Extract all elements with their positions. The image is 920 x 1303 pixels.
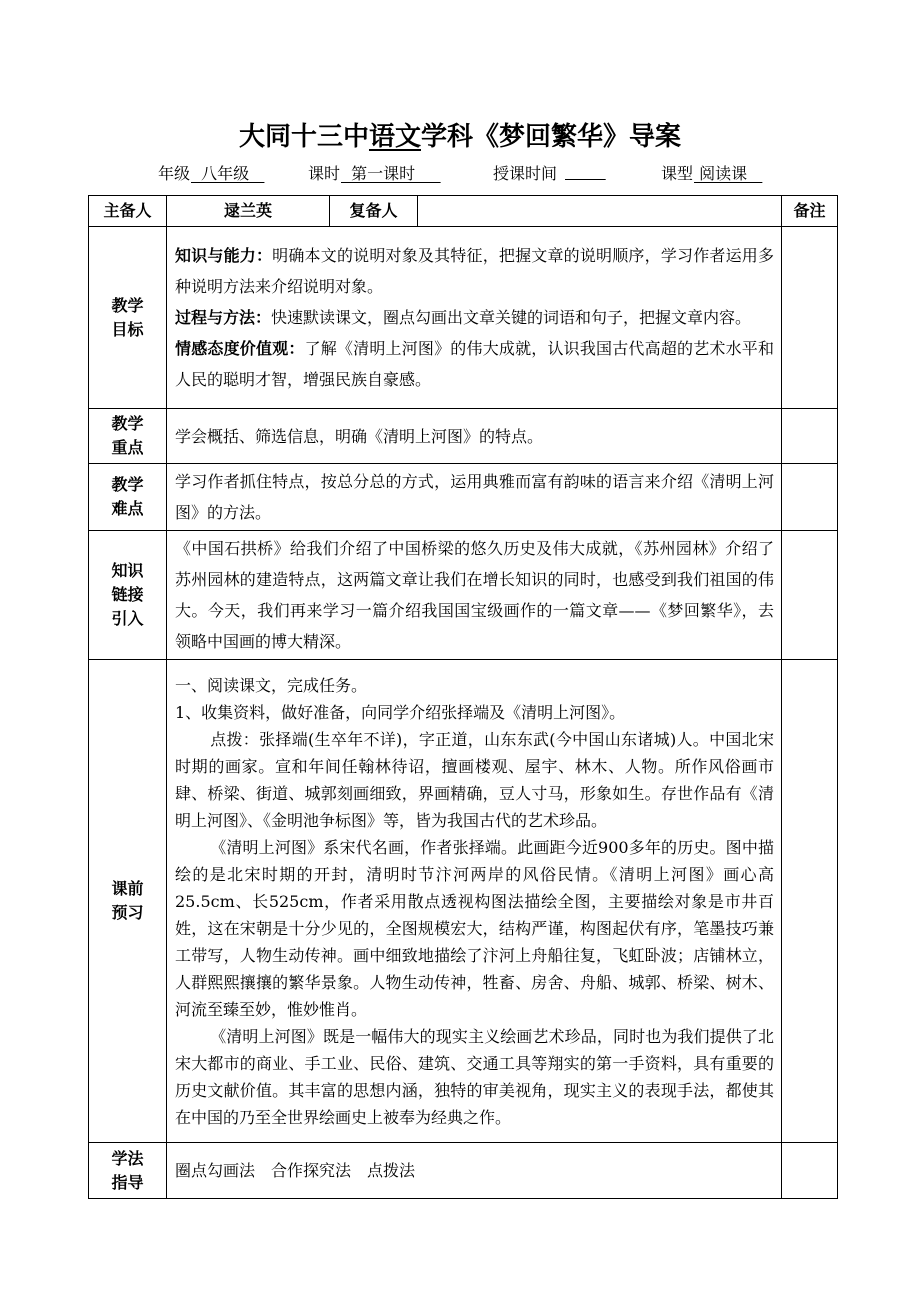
key-notes bbox=[782, 409, 838, 464]
header-row bbox=[89, 196, 838, 227]
period-label: 课时 bbox=[308, 164, 341, 183]
row-knowledge-intro bbox=[89, 531, 838, 660]
row-teaching-goals bbox=[89, 227, 838, 409]
methods-notes bbox=[782, 1143, 838, 1199]
lead-preparer-name: 逯兰英 bbox=[167, 196, 330, 227]
title-prefix: 大同十三中 bbox=[238, 122, 369, 152]
row-teaching-key bbox=[89, 409, 838, 464]
goal-emotion: 情感态度价值观：了解《清明上河图》的伟大成就，认识我国古代高超的艺术水平和人民的聪明才智，增强民族自豪感。 bbox=[175, 339, 774, 389]
goal-process: 过程与方法：快速默读课文，圈点勾画出文章关键的词语和句子，把握文章内容。 bbox=[175, 308, 752, 327]
lesson-type-label: 课型 bbox=[661, 164, 694, 183]
key-label: 教学 重点 bbox=[89, 409, 167, 464]
goals-label: 教学 目标 bbox=[89, 227, 167, 409]
grade-value: 八年级 bbox=[191, 164, 265, 183]
title-suffix: 学科《梦回繁华》导案 bbox=[421, 122, 682, 152]
co-preparer-name bbox=[418, 196, 782, 227]
page-title bbox=[0, 116, 920, 153]
grade-label: 年级 bbox=[158, 164, 191, 183]
lead-preparer-label: 主备人 bbox=[89, 196, 167, 227]
preview-task-heading: 一、阅读课文，完成任务。 bbox=[175, 675, 368, 695]
preview-para-painting: 《清明上河图》系宋代名画，作者张择端。此画距今近900多年的历史。图中描绘的是北宋时期的开封，清明时节汴河两岸的风俗民情。《清明上河图》画心高25.5cm、长525cm，作者采用散点透视构图法描绘全图，主要描绘对象是市井百姓，这在宋朝是十分少见的，全图规模宏大，结构严谨，构图起伏有序，笔墨技巧兼工带写，人物生动传神。画中细致地描绘了汴河上舟船往复，飞虹卧波；店铺林立，人群熙熙攘攘的繁华景象。人物生动传神，牲畜、房舍、舟船、城郭、桥梁、树木、河流至臻至妙，惟妙惟肖。 bbox=[175, 837, 774, 1019]
teaching-time-label: 授课时间 bbox=[493, 164, 558, 183]
methods-content: 圈点勾画法 合作探究法 点拨法 bbox=[167, 1143, 782, 1199]
intro-notes bbox=[782, 531, 838, 660]
title-subject: 语文 bbox=[368, 122, 421, 152]
methods-label: 学法 指导 bbox=[89, 1143, 167, 1199]
teaching-time-value bbox=[565, 161, 606, 180]
preview-notes bbox=[782, 660, 838, 1143]
intro-content: 《中国石拱桥》给我们介绍了中国桥梁的悠久历史及伟大成就，《苏州园林》介绍了苏州园林的建造特点，这两篇文章让我们在增长知识的同时，也感受到我们祖国的伟大。今天，我们再来学习一篇介绍我国国宝级画作的一篇文章——《梦回繁华》，去领略中国画的博大精深。 bbox=[167, 531, 782, 660]
co-preparer-label: 复备人 bbox=[330, 196, 418, 227]
preview-label: 课前 预习 bbox=[89, 660, 167, 1143]
difficulty-label: 教学 难点 bbox=[89, 464, 167, 531]
preview-para-value: 《清明上河图》既是一幅伟大的现实主义绘画艺术珍品，同时也为我们提供了北宋大都市的商业、手工业、民俗、建筑、交通工具等翔实的第一手资料，具有重要的历史文献价值。其丰富的思想内涵，独特的审美视角，现实主义的表现手法，都使其在中国的乃至全世界绘画史上被奉为经典之作。 bbox=[175, 1026, 774, 1127]
row-pre-class-preview bbox=[89, 660, 838, 1143]
lesson-plan-table bbox=[88, 195, 838, 1199]
row-study-methods bbox=[89, 1143, 838, 1199]
difficulty-notes bbox=[782, 464, 838, 531]
goal-knowledge: 知识与能力：明确本文的说明对象及其特征，把握文章的说明顺序，学习作者运用多种说明方法来介绍说明对象。 bbox=[175, 246, 774, 296]
preview-content bbox=[167, 660, 782, 1143]
preview-para-author: 点拨：张择端(生卒年不详)，字正道，山东东武(今中国山东诸城)人。中国北宋时期的画家。宣和年间任翰林待诏，擅画楼观、屋宇、林木、人物。所作风俗画市肆、桥梁、街道、城郭刻画细致，界画精确，豆人寸马，形象如生。存世作品有《清明上河图》、《金明池争标图》等，皆为我国古代的艺术珍品。 bbox=[175, 729, 774, 830]
notes-label: 备注 bbox=[782, 196, 838, 227]
goals-notes bbox=[782, 227, 838, 409]
difficulty-content: 学习作者抓住特点，按总分总的方式，运用典雅而富有韵味的语言来介绍《清明上河图》的方法。 bbox=[167, 464, 782, 531]
lesson-type-value: 阅读课 bbox=[694, 164, 763, 183]
row-teaching-difficulty bbox=[89, 464, 838, 531]
key-content: 学会概括、筛选信息，明确《清明上河图》的特点。 bbox=[167, 409, 782, 464]
intro-label: 知识 链接 引入 bbox=[89, 531, 167, 660]
preview-task-1: 1、收集资料，做好准备，向同学介绍张择端及《清明上河图》。 bbox=[175, 702, 626, 722]
goals-content bbox=[167, 227, 782, 409]
period-value: 第一课时 bbox=[341, 164, 441, 183]
